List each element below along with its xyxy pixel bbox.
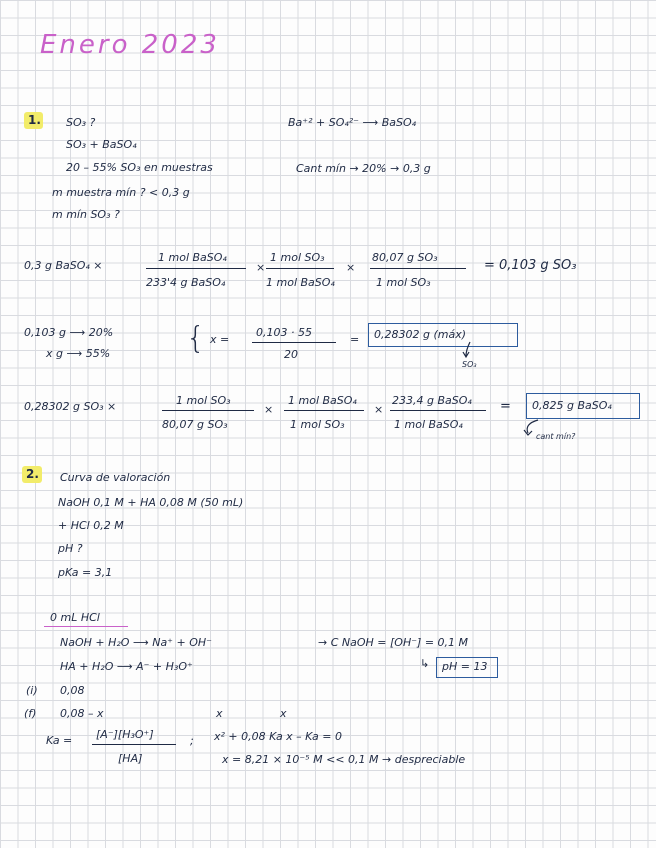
p2-line-4: pKa = 3,1 <box>58 566 113 579</box>
problem-2-number: 2. <box>26 467 39 481</box>
p2-semicolon: ; <box>190 734 194 747</box>
p2-ka-den: [HA] <box>118 752 143 765</box>
conv1-f3-num: 80,07 g SO₃ <box>372 251 438 264</box>
p2-subheading: 0 mL HCl <box>50 611 100 624</box>
p1-reaction: Ba⁺² + SO₄²⁻ ⟶ BaSO₄ <box>288 116 417 129</box>
p2-init-label: (i) <box>26 684 38 697</box>
p2-line-2: + HCl 0,2 M <box>58 519 124 532</box>
conv1-f2-num: 1 mol SO₃ <box>270 251 325 264</box>
p2-init-value: 0,08 <box>60 684 85 697</box>
times-sign: × <box>256 261 266 274</box>
p2-line-3: pH ? <box>58 542 83 555</box>
p2-eq-value: 0,08 – x <box>60 707 104 720</box>
p2-ka-num: [A⁻][H₃O⁺] <box>96 728 154 741</box>
p2-eq-label: (f) <box>24 707 37 720</box>
p2-quadratic: x² + 0,08 Ka x – Ka = 0 <box>214 730 342 743</box>
conv2-f2-den: 1 mol SO₃ <box>290 418 345 431</box>
p2-eq1-left: NaOH + H₂O ⟶ Na⁺ + OH⁻ <box>60 636 212 649</box>
conv2-result: 0,825 g BaSO₄ <box>532 399 612 412</box>
conv1-f3-den: 1 mol SO₃ <box>376 276 431 289</box>
conv1-f1-den: 233'4 g BaSO₄ <box>146 276 226 289</box>
page-title: Enero 2023 <box>40 30 220 60</box>
conv2-f3-den: 1 mol BaSO₄ <box>394 418 463 431</box>
conv2-f1-num: 1 mol SO₃ <box>176 394 231 407</box>
p2-eq1-right: → C NaOH = [OH⁻] = 0,1 M <box>318 636 469 649</box>
p2-ph-result: pH = 13 <box>442 660 488 673</box>
conv1-f2-den: 1 mol BaSO₄ <box>266 276 335 289</box>
conv1-start: 0,3 g BaSO₄ × <box>24 259 103 272</box>
prop-result: 0,28302 g (máx) <box>374 328 467 341</box>
conv2-note: cant mín? <box>536 432 576 441</box>
prop-frac-den: 20 <box>284 348 298 361</box>
p1-line-4: m muestra mín ? < 0,3 g <box>52 186 190 199</box>
p1-line-1: SO₃ ? <box>66 116 96 129</box>
p2-x-1: x <box>216 707 223 720</box>
p1-cant-min: Cant mín → 20% → 0,3 g <box>296 162 431 175</box>
times-sign: × <box>374 403 384 416</box>
p2-eq2-arrow: ↳ <box>420 657 430 670</box>
prop-row-1: 0,103 g ⟶ 20% <box>24 326 114 339</box>
times-sign: × <box>264 403 274 416</box>
p1-line-2: SO₃ + BaSO₄ <box>66 138 137 151</box>
p2-solution: x = 8,21 × 10⁻⁵ M << 0,1 M → despreciable <box>222 753 466 766</box>
prop-x-eq: x = <box>210 333 230 346</box>
p1-line-5: m mín SO₃ ? <box>52 208 120 221</box>
prop-row-2: x g ⟶ 55% <box>46 347 111 360</box>
conv1-f1-num: 1 mol BaSO₄ <box>158 251 227 264</box>
times-sign: × <box>346 261 356 274</box>
p1-line-3: 20 – 55% SO₃ en muestras <box>66 161 213 174</box>
conv2-start: 0,28302 g SO₃ × <box>24 400 117 413</box>
prop-note: SO₃ <box>462 360 477 369</box>
p2-heading: Curva de valoración <box>60 471 171 484</box>
conv1-result: = 0,103 g SO₃ <box>484 258 577 273</box>
p2-line-1: NaOH 0,1 M + HA 0,08 M (50 mL) <box>58 496 244 509</box>
p2-ka-label: Ka = <box>46 734 73 747</box>
conv2-f1-den: 80,07 g SO₃ <box>162 418 228 431</box>
brace: { <box>186 321 206 356</box>
p2-eq2: HA + H₂O ⟶ A⁻ + H₃O⁺ <box>60 660 193 673</box>
conv2-f2-num: 1 mol BaSO₄ <box>288 394 357 407</box>
conv2-f3-num: 233,4 g BaSO₄ <box>392 394 472 407</box>
prop-equals: = <box>350 333 360 346</box>
prop-frac-num: 0,103 · 55 <box>256 326 312 339</box>
conv2-equals: = <box>500 399 511 414</box>
p2-x-2: x <box>280 707 287 720</box>
problem-1-number: 1. <box>28 113 41 127</box>
